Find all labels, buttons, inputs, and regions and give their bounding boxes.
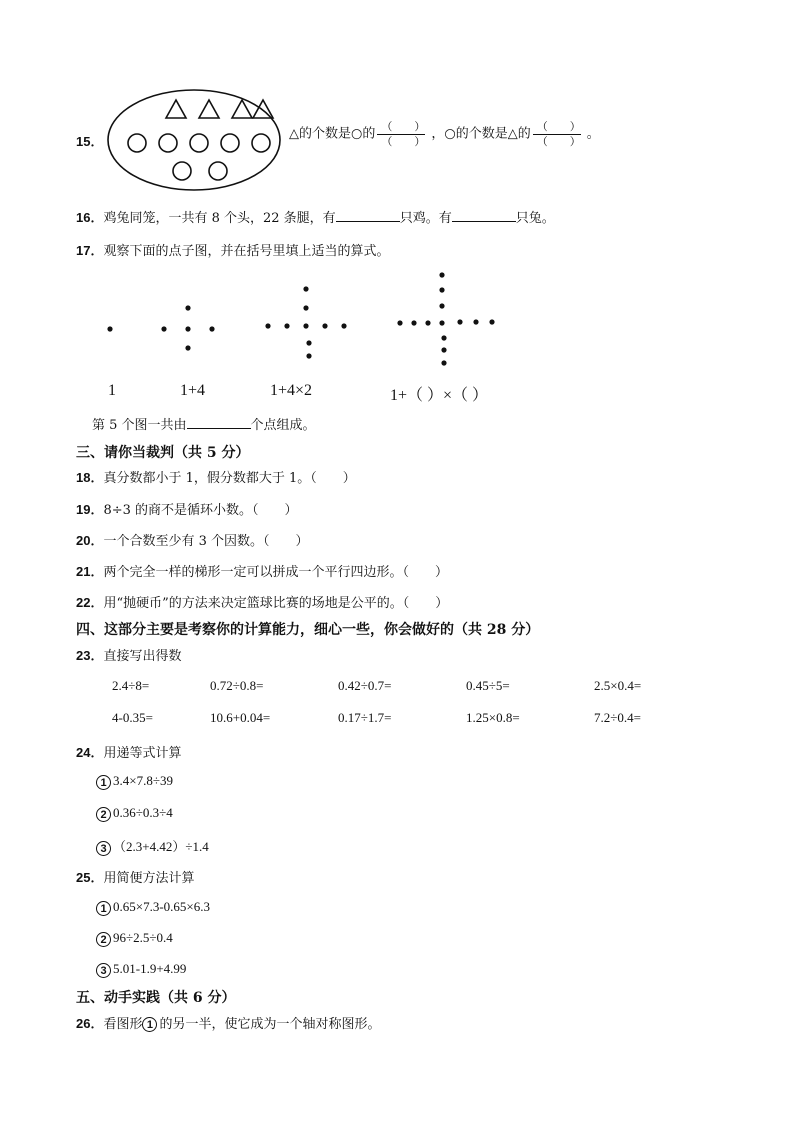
q24-item-2[interactable]: 2 0.36÷0.3÷4 bbox=[96, 805, 173, 822]
calc-item[interactable]: 1.25×0.8= bbox=[466, 710, 520, 725]
q25-item-1[interactable]: 1 0.65×7.3-0.65×6.3 bbox=[96, 899, 210, 916]
question-26: 26．看图形 1 的另一半，使它成为一个轴对称图形。 bbox=[76, 1016, 381, 1032]
question-22[interactable]: 22．用“抛硬币”的方法来决定篮球比赛的场地是公平的。（ ） bbox=[76, 595, 449, 611]
q15-text2: ○的个数是△的 bbox=[444, 126, 531, 142]
circled-number: 2 bbox=[96, 932, 111, 947]
question-24: 24．用递等式计算 bbox=[76, 745, 182, 761]
chicken-blank[interactable] bbox=[336, 209, 400, 222]
triangle-circle-diagram bbox=[106, 86, 286, 192]
section-4-heading: 四、这部分主要是考察你的计算能力，细心一些，你会做好的（共 28 分） bbox=[76, 622, 540, 638]
question-17: 17．观察下面的点子图，并在括号里填上适当的算式。 bbox=[76, 243, 390, 259]
rabbit-blank[interactable] bbox=[452, 209, 516, 222]
calc-item[interactable]: 0.17÷1.7= bbox=[338, 710, 392, 725]
q17-tail: 第 5 个图一共由 个点组成。 bbox=[92, 418, 316, 433]
q15-text1: △的个数是○的 bbox=[289, 126, 376, 142]
q15-fraction-2[interactable]: $\frac{( )}{( )}$ bbox=[533, 121, 585, 148]
section-5-heading: 五、动手实践（共 6 分） bbox=[76, 990, 236, 1006]
dot-label-4[interactable]: 1+（ ）×（ ） bbox=[390, 387, 489, 404]
calc-item[interactable]: 4-0.35= bbox=[112, 710, 153, 725]
question-15: 15． △的个数是○的 $\frac{( )}{( )}$ ，○的个数是△的 $\frac{( )}{( )}$ 。 bbox=[76, 86, 716, 196]
question-25: 25．用简便方法计算 bbox=[76, 870, 195, 886]
calc-item[interactable]: 0.42÷0.7= bbox=[338, 678, 392, 693]
question-20[interactable]: 20．一个合数至少有 3 个因数。（ ） bbox=[76, 533, 309, 549]
q25-item-2[interactable]: 2 96÷2.5÷0.4 bbox=[96, 930, 173, 947]
calc-item[interactable]: 7.2÷0.4= bbox=[594, 710, 641, 725]
question-number: 15． bbox=[76, 134, 104, 149]
dot-count-blank[interactable] bbox=[187, 416, 251, 429]
q15-fraction-1[interactable]: $\frac{( )}{( )}$ bbox=[377, 121, 429, 148]
calc-item[interactable]: 2.4÷8= bbox=[112, 678, 150, 693]
calc-item[interactable]: 0.72÷0.8= bbox=[210, 678, 264, 693]
dot-pattern-diagram bbox=[100, 270, 520, 370]
dot-label-3: 1+4×2 bbox=[270, 382, 313, 399]
q24-item-1[interactable]: 1 3.4×7.8÷39 bbox=[96, 773, 173, 790]
calc-item[interactable]: 0.45÷5= bbox=[466, 678, 510, 693]
q24-item-3[interactable]: 3 （2.3+4.42）÷1.4 bbox=[96, 836, 209, 856]
question-16: 16．鸡兔同笼，一共有 8 个头，22 条腿，有 只鸡。有 只兔。 bbox=[76, 210, 555, 226]
circled-number: 2 bbox=[96, 807, 111, 822]
section-3-heading: 三、请你当裁判（共 5 分） bbox=[76, 445, 250, 461]
circled-number: 1 bbox=[96, 901, 111, 916]
question-18[interactable]: 18．真分数都小于 1，假分数都大于 1。（ ） bbox=[76, 470, 356, 486]
dot-label-1: 1 bbox=[108, 382, 116, 399]
question-number: 16． bbox=[76, 210, 104, 225]
dot-label-2: 1+4 bbox=[180, 382, 206, 399]
question-21[interactable]: 21．两个完全一样的梯形一定可以拼成一个平行四边形。（ ） bbox=[76, 564, 448, 580]
circled-number: 3 bbox=[96, 841, 111, 856]
question-23: 23．直接写出得数 bbox=[76, 648, 182, 664]
circled-number: 3 bbox=[96, 963, 111, 978]
circled-number: 1 bbox=[96, 775, 111, 790]
calc-item[interactable]: 10.6+0.04= bbox=[210, 710, 271, 725]
q25-item-3[interactable]: 3 5.01-1.9+4.99 bbox=[96, 961, 186, 978]
question-number: 17． bbox=[76, 243, 104, 258]
calc-item[interactable]: 2.5×0.4= bbox=[594, 678, 642, 693]
circled-number: 1 bbox=[142, 1017, 157, 1032]
question-19[interactable]: 19．8÷3 的商不是循环小数。（ ） bbox=[76, 502, 298, 518]
